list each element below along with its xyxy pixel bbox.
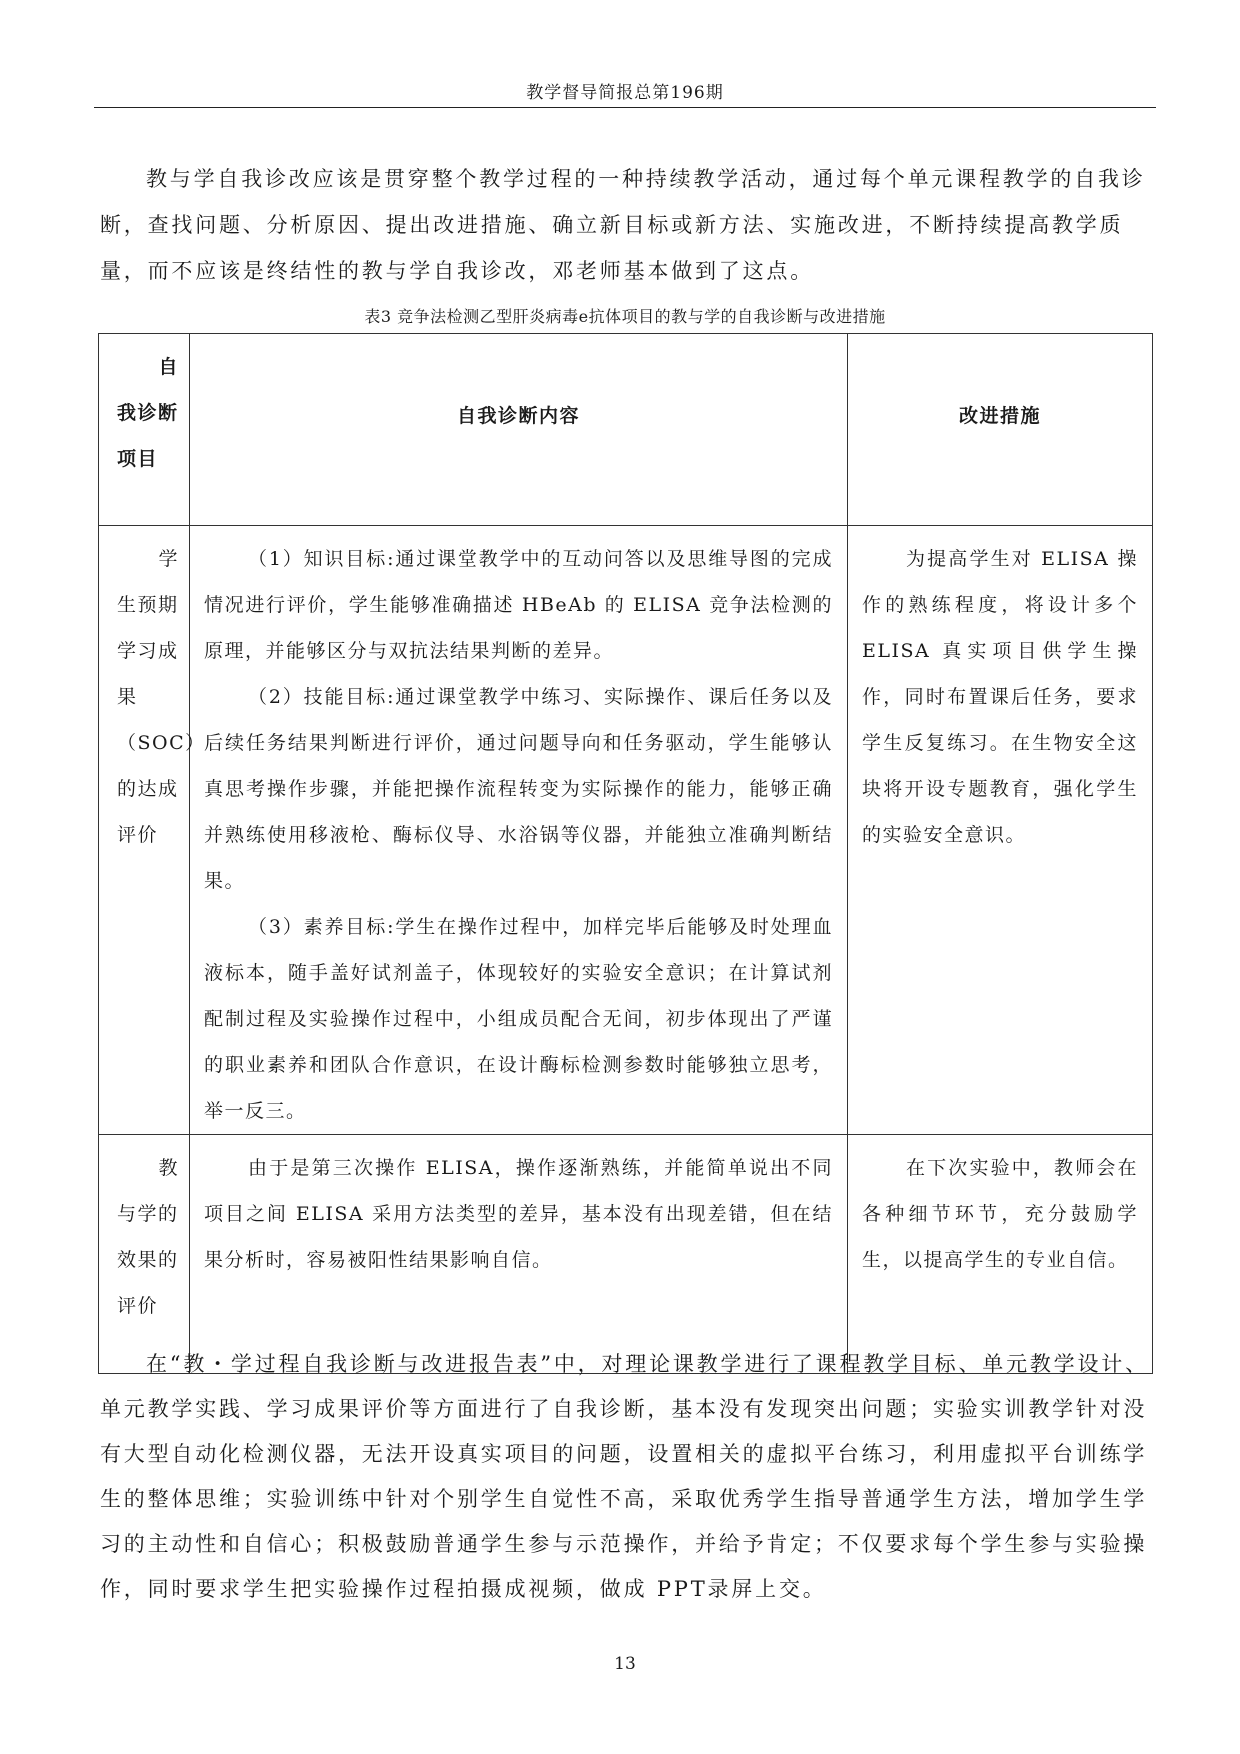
row-item-rest: 与学的效果的评价 xyxy=(117,1203,179,1317)
header-item-first-char: 自 xyxy=(158,356,179,378)
diagnosis-table xyxy=(98,333,1153,1374)
header-divider xyxy=(94,107,1156,108)
closing-paragraph: 在“教・学过程自我诊断与改进报告表”中，对理论课教学进行了课程教学目标、单元教学设计、单元教学实践、学习成果评价等方面进行了自我诊断，基本没有发现突出问题；实验实训教学针对没有大型自动化检测仪器，无法开设真实项目的问题，设置相关的虚拟平台练习，利用虚拟平台训练学生的整体思维；实验训练中针对个别学生自觉性不高，采取优秀学生指导普通学生方法，增加学生学习的主动性和自信心；积极鼓励普通学生参与示范操作，并给予肯定；不仅要求每个学生参与实验操作，同时要求学生把实验操作过程拍摄成视频，做成 PPT录屏上交。 xyxy=(100,1352,1149,1601)
row-item-first-char: 学 xyxy=(158,548,179,570)
header-measures-label: 改进措施 xyxy=(958,404,1041,427)
row-item-cell xyxy=(99,526,206,1135)
table-row xyxy=(99,526,1153,1135)
skill-goal-paragraph: （2）技能目标:通过课堂教学中练习、实际操作、课后任务以及后续任务结果判断进行评价，通过问题导向和任务驱动，学生能够认真思考操作步骤，并能把操作流程转变为实际操作的能力，能够正确并熟练使用移液枪、酶标仪导、水浴锅等仪器，并能独立准确判断结果。 xyxy=(204,686,833,892)
row-measures-text: 在下次实验中，教师会在各种细节环节，充分鼓励学生，以提高学生的专业自信。 xyxy=(862,1157,1138,1271)
header-content-label: 自我诊断内容 xyxy=(456,404,580,427)
row-item-rest: 生预期学习成果（SOC）的达成评价 xyxy=(117,594,206,846)
row-item-cell xyxy=(99,1135,190,1374)
row-measures-text: 为提高学生对 ELISA 操作的熟练程度，将设计多个 ELISA 真实项目供学生操作，同时布置课后任务，要求学生反复练习。在生物安全这块将开设专题教育，强化学生的实验安全意识。 xyxy=(862,548,1138,846)
header-content-cell xyxy=(190,334,848,526)
table-header-row xyxy=(99,334,1153,526)
table-caption: 表3 竞争法检测乙型肝炎病毒e抗体项目的教与学的自我诊断与改进措施 xyxy=(364,307,886,326)
literacy-goal-paragraph: （3）素养目标:学生在操作过程中，加样完毕后能够及时处理血液标本，随手盖好试剂盖子，体现较好的实验安全意识；在计算试剂配制过程及实验操作过程中，小组成员配合无间，初步体现出了严谨的职业素养和团队合作意识，在设计酶标检测参数时能够独立思考，举一反三。 xyxy=(204,916,833,1122)
effect-evaluation-paragraph: 由于是第三次操作 ELISA，操作逐渐熟练，并能简单说出不同项目之间 ELISA 采用方法类型的差异，基本没有出现差错，但在结果分析时，容易被阳性结果影响自信。 xyxy=(204,1157,833,1271)
knowledge-goal-paragraph: （1）知识目标:通过课堂教学中的互动问答以及思维导图的完成情况进行评价，学生能够准确描述 HBeAb 的 ELISA 竞争法检测的原理，并能够区分与双抗法结果判断的差异。 xyxy=(204,548,833,662)
row-measures-cell xyxy=(848,1135,1153,1374)
table-row xyxy=(99,1135,1153,1374)
header-item-rest: 我诊断项目 xyxy=(117,402,179,470)
row-content-cell xyxy=(190,1135,848,1374)
row-content-cell xyxy=(190,526,848,1135)
page-number: 13 xyxy=(614,1654,636,1674)
row-measures-cell xyxy=(848,526,1153,1135)
intro-paragraph: 教与学自我诊改应该是贯穿整个教学过程的一种持续教学活动，通过每个单元课程教学的自我诊断，查找问题、分析原因、提出改进措施、确立新目标或新方法、实施改进，不断持续提高教学质量，而不应该是终结性的教与学自我诊改，邓老师基本做到了这点。 xyxy=(100,167,1146,283)
row-item-first-char: 教 xyxy=(158,1157,179,1179)
header-measures-cell xyxy=(848,334,1153,526)
page-header-title: 教学督导简报总第196期 xyxy=(526,83,724,103)
header-item-cell xyxy=(99,334,190,526)
